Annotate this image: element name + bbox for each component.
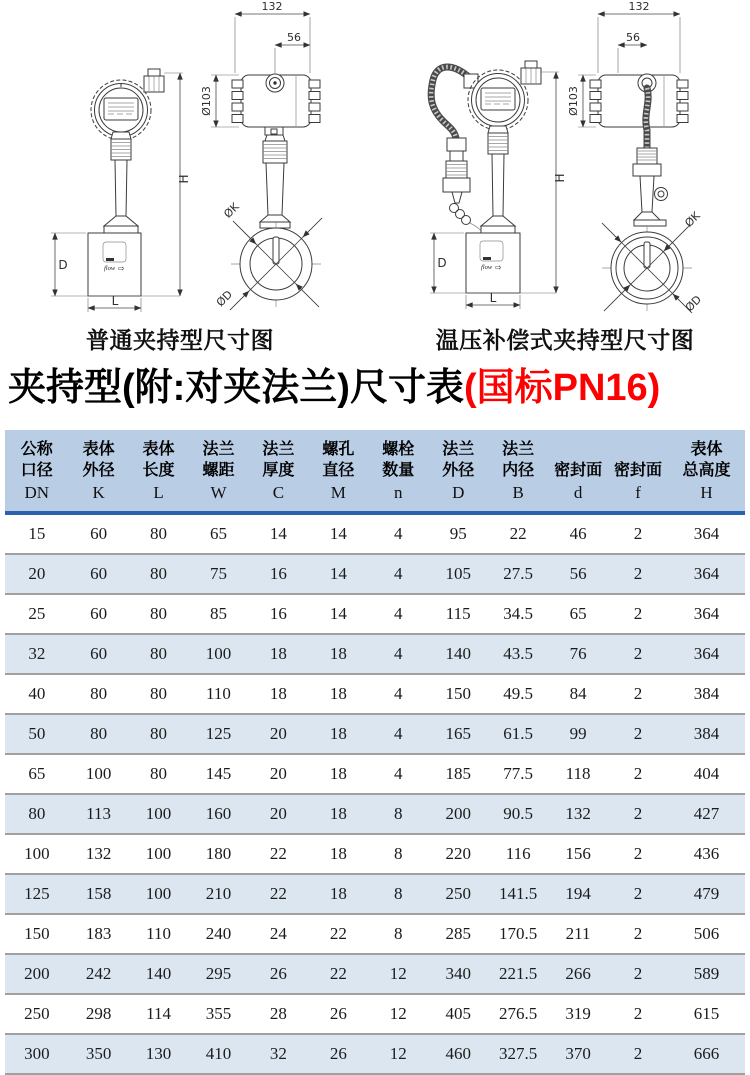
- dim-cell: 80: [129, 714, 189, 754]
- dim-d-label: D: [58, 258, 68, 272]
- dimension-drawings: [0, 0, 750, 356]
- dim-cell: 180: [189, 834, 249, 874]
- dim-cell: 145: [189, 754, 249, 794]
- dim-cell: 250: [5, 994, 69, 1034]
- dim-cell: 65: [5, 754, 69, 794]
- dim-cell: 18: [248, 674, 308, 714]
- dim-cell: 194: [548, 874, 608, 914]
- table-row: [5, 794, 745, 834]
- dim-cell: 4: [368, 674, 428, 714]
- table-row: [5, 594, 745, 634]
- dim-cell: 22: [248, 834, 308, 874]
- dim-cell: 666: [668, 1034, 745, 1074]
- table-row: [5, 634, 745, 674]
- dim-cell: 8: [368, 914, 428, 954]
- section-title: [8, 362, 750, 414]
- dim-cell: 436: [668, 834, 745, 874]
- dim-cell: 427: [668, 794, 745, 834]
- dim-cell: 370: [548, 1034, 608, 1074]
- dim-dd-label: ØD: [213, 287, 236, 310]
- dim-cell: 116: [488, 834, 548, 874]
- dim-cell: 77.5: [488, 754, 548, 794]
- front-view: [430, 61, 567, 309]
- dim-cell: 100: [129, 874, 189, 914]
- dim-cell: 80: [129, 513, 189, 554]
- dim-cell: 99: [548, 714, 608, 754]
- dim-cell: 506: [668, 914, 745, 954]
- col-header-f: 密封面 f: [608, 430, 668, 513]
- dim-cell: 170.5: [488, 914, 548, 954]
- dim-cell: 26: [308, 994, 368, 1034]
- dim-cell: 364: [668, 513, 745, 554]
- dim-cell: 22: [248, 874, 308, 914]
- dim-cell: 61.5: [488, 714, 548, 754]
- dim-cell: 14: [308, 594, 368, 634]
- col-header-d: 密封面 d: [548, 430, 608, 513]
- dim-cell: 4: [368, 554, 428, 594]
- dim-cell: 132: [69, 834, 129, 874]
- col-header-n: 螺栓 数量 n: [368, 430, 428, 513]
- table-row: [5, 994, 745, 1034]
- dim-cell: 18: [248, 634, 308, 674]
- dim-d-label: D: [437, 256, 447, 270]
- dim-cell: 340: [428, 954, 488, 994]
- dim-cell: 80: [69, 714, 129, 754]
- dim-dk-label: ØK: [682, 209, 703, 230]
- table-row: [5, 754, 745, 794]
- dim-cell: 18: [308, 874, 368, 914]
- dim-cell: 80: [129, 634, 189, 674]
- dim-cell: 95: [428, 513, 488, 554]
- dim-cell: 20: [5, 554, 69, 594]
- flow-mark: [106, 258, 114, 261]
- dim-cell: 84: [548, 674, 608, 714]
- flow-mark: [483, 257, 491, 260]
- dim-cell: 100: [5, 834, 69, 874]
- dim-cell: 185: [428, 754, 488, 794]
- dim-cell: 18: [308, 794, 368, 834]
- dim-cell: 156: [548, 834, 608, 874]
- dim-cell: 384: [668, 674, 745, 714]
- dim-dk-label: ØK: [221, 200, 242, 221]
- dim-cell: 364: [668, 594, 745, 634]
- dim-cell: 479: [668, 874, 745, 914]
- dim-cell: 12: [368, 954, 428, 994]
- dim-cell: 28: [248, 994, 308, 1034]
- dim-cell: 158: [69, 874, 129, 914]
- dim-cell: 20: [248, 754, 308, 794]
- side-view: [567, 0, 704, 314]
- dim-cell: 18: [308, 634, 368, 674]
- dim-cell: 40: [5, 674, 69, 714]
- dim-cell: 100: [189, 634, 249, 674]
- dim-cell: 295: [189, 954, 249, 994]
- dim-cell: 242: [69, 954, 129, 994]
- dim-cell: 22: [488, 513, 548, 554]
- dim-cell: 80: [5, 794, 69, 834]
- dim-cell: 18: [308, 674, 368, 714]
- col-header-C: 法兰 厚度 C: [248, 430, 308, 513]
- dim-cell: 14: [308, 513, 368, 554]
- ordinary-clamp-drawing: [28, 0, 390, 322]
- table-row: [5, 554, 745, 594]
- dim-cell: 18: [308, 754, 368, 794]
- dim-cell: 65: [189, 513, 249, 554]
- temperature-sensor: [443, 138, 483, 233]
- dim-cell: 12: [368, 1034, 428, 1074]
- dim-cell: 2: [608, 594, 668, 634]
- left-drawing-caption: 普通夹持型尺寸图: [86, 327, 274, 353]
- dim-cell: 80: [129, 554, 189, 594]
- dim-cell: 240: [189, 914, 249, 954]
- dim-cell: 105: [428, 554, 488, 594]
- table-head: [5, 430, 745, 513]
- dim-cell: 60: [69, 634, 129, 674]
- dim-cell: 2: [608, 1034, 668, 1074]
- dim-cell: 27.5: [488, 554, 548, 594]
- col-header-D: 法兰 外径 D: [428, 430, 488, 513]
- dim-cell: 56: [548, 554, 608, 594]
- dim-cell: 4: [368, 634, 428, 674]
- dim-cell: 160: [189, 794, 249, 834]
- dim-cell: 2: [608, 954, 668, 994]
- dim-cell: 200: [5, 954, 69, 994]
- dim-cell: 20: [248, 794, 308, 834]
- dim-cell: 8: [368, 794, 428, 834]
- dim-cell: 355: [189, 994, 249, 1034]
- dim-cell: 20: [248, 714, 308, 754]
- dim-cell: 8: [368, 834, 428, 874]
- dim-cell: 100: [129, 834, 189, 874]
- dim-cell: 118: [548, 754, 608, 794]
- meter-body: [466, 233, 520, 293]
- dim-cell: 110: [189, 674, 249, 714]
- dim-56-label: 56: [287, 31, 301, 44]
- dim-cell: 4: [368, 714, 428, 754]
- dim-cell: 76: [548, 634, 608, 674]
- table-body: [5, 513, 745, 1074]
- dim-cell: 100: [129, 794, 189, 834]
- dim-cell: 14: [248, 513, 308, 554]
- dim-cell: 165: [428, 714, 488, 754]
- dim-132-label: 132: [628, 0, 650, 13]
- dim-cell: 2: [608, 714, 668, 754]
- side-view: [200, 0, 322, 310]
- dim-cell: 266: [548, 954, 608, 994]
- dimension-table: [5, 430, 745, 1075]
- dim-cell: 60: [69, 554, 129, 594]
- dim-cell: 130: [129, 1034, 189, 1074]
- dim-cell: 141.5: [488, 874, 548, 914]
- dim-cell: 22: [308, 954, 368, 994]
- dim-cell: 43.5: [488, 634, 548, 674]
- dim-cell: 110: [129, 914, 189, 954]
- dim-cell: 85: [189, 594, 249, 634]
- dim-cell: 2: [608, 674, 668, 714]
- dim-cell: 18: [308, 714, 368, 754]
- dim-cell: 220: [428, 834, 488, 874]
- dim-cell: 364: [668, 554, 745, 594]
- dim-cell: 200: [428, 794, 488, 834]
- col-header-K: 表体 外径 K: [69, 430, 129, 513]
- dim-cell: 140: [428, 634, 488, 674]
- dim-cell: 80: [69, 674, 129, 714]
- dim-l-label: L: [111, 294, 119, 308]
- table-row: [5, 513, 745, 554]
- dim-cell: 24: [248, 914, 308, 954]
- dim-cell: 276.5: [488, 994, 548, 1034]
- dim-cell: 34.5: [488, 594, 548, 634]
- dim-cell: 4: [368, 513, 428, 554]
- dim-l-label: L: [489, 291, 497, 305]
- col-header-B: 法兰 内径 B: [488, 430, 548, 513]
- dim-cell: 2: [608, 513, 668, 554]
- flow-label: flow: [104, 265, 116, 272]
- dim-cell: 404: [668, 754, 745, 794]
- dim-cell: 14: [308, 554, 368, 594]
- dim-cell: 319: [548, 994, 608, 1034]
- dim-cell: 140: [129, 954, 189, 994]
- dim-cell: 2: [608, 914, 668, 954]
- dim-cell: 2: [608, 754, 668, 794]
- dim-cell: 60: [69, 594, 129, 634]
- dim-cell: 8: [368, 874, 428, 914]
- dim-cell: 2: [608, 554, 668, 594]
- dim-cell: 2: [608, 834, 668, 874]
- table-row: [5, 1034, 745, 1074]
- dim-cell: 60: [69, 513, 129, 554]
- col-header-DN: 公称 口径 DN: [5, 430, 69, 513]
- dim-cell: 615: [668, 994, 745, 1034]
- dim-cell: 210: [189, 874, 249, 914]
- table-row: [5, 674, 745, 714]
- dim-cell: 26: [308, 1034, 368, 1074]
- col-header-W: 法兰 螺距 W: [189, 430, 249, 513]
- dim-cell: 300: [5, 1034, 69, 1074]
- dim-cell: 90.5: [488, 794, 548, 834]
- dim-cell: 16: [248, 594, 308, 634]
- temp-pressure-comp-drawing: [390, 0, 748, 322]
- dim-cell: 183: [69, 914, 129, 954]
- dim-cell: 65: [548, 594, 608, 634]
- dim-cell: 80: [129, 754, 189, 794]
- table-row: [5, 714, 745, 754]
- dim-cell: 100: [69, 754, 129, 794]
- table-row: [5, 834, 745, 874]
- eyelet-ring: [655, 188, 668, 201]
- dim-cell: 32: [5, 634, 69, 674]
- dim-cell: 125: [5, 874, 69, 914]
- table-row: [5, 954, 745, 994]
- dim-h-label: H: [553, 173, 567, 183]
- flow-arrow-icon: ⇨: [118, 264, 125, 273]
- dim-dd-label: ØD: [682, 292, 705, 315]
- dim-103-label: Ø103: [567, 86, 580, 116]
- dim-cell: 125: [189, 714, 249, 754]
- dim-56-label: 56: [626, 31, 640, 44]
- dim-cell: 132: [548, 794, 608, 834]
- dim-cell: 46: [548, 513, 608, 554]
- dim-cell: 49.5: [488, 674, 548, 714]
- dim-cell: 4: [368, 754, 428, 794]
- flow-label: flow: [481, 264, 493, 271]
- title-red-standard: (国标PN16): [463, 367, 661, 409]
- dim-cell: 22: [308, 914, 368, 954]
- flow-arrow-icon: ⇨: [495, 263, 502, 272]
- col-header-M: 螺孔 直径 M: [308, 430, 368, 513]
- dim-cell: 2: [608, 874, 668, 914]
- dim-cell: 115: [428, 594, 488, 634]
- dim-cell: 2: [608, 994, 668, 1034]
- col-header-H: 表体 总高度 H: [668, 430, 745, 513]
- table-row: [5, 874, 745, 914]
- dim-cell: 589: [668, 954, 745, 994]
- dim-cell: 350: [69, 1034, 129, 1074]
- dim-cell: 16: [248, 554, 308, 594]
- right-drawing-caption: 温压补偿式夹持型尺寸图: [435, 327, 695, 353]
- title-black: 夹持型(附:对夹法兰)尺寸表: [8, 367, 464, 409]
- dim-cell: 25: [5, 594, 69, 634]
- dim-cell: 2: [608, 634, 668, 674]
- dim-h-label: H: [177, 174, 191, 184]
- dim-cell: 364: [668, 634, 745, 674]
- front-view: [51, 69, 191, 312]
- dim-cell: 150: [5, 914, 69, 954]
- dim-cell: 18: [308, 834, 368, 874]
- dim-103-label: Ø103: [200, 86, 213, 116]
- dim-cell: 410: [189, 1034, 249, 1074]
- dim-cell: 298: [69, 994, 129, 1034]
- dim-cell: 113: [69, 794, 129, 834]
- dim-cell: 114: [129, 994, 189, 1034]
- dim-cell: 12: [368, 994, 428, 1034]
- dim-cell: 221.5: [488, 954, 548, 994]
- dim-cell: 460: [428, 1034, 488, 1074]
- dim-cell: 26: [248, 954, 308, 994]
- table-row: [5, 914, 745, 954]
- dim-cell: 150: [428, 674, 488, 714]
- dim-cell: 384: [668, 714, 745, 754]
- dim-cell: 4: [368, 594, 428, 634]
- dim-cell: 75: [189, 554, 249, 594]
- dim-cell: 211: [548, 914, 608, 954]
- dim-cell: 80: [129, 674, 189, 714]
- dim-cell: 250: [428, 874, 488, 914]
- dim-cell: 32: [248, 1034, 308, 1074]
- dim-cell: 2: [608, 794, 668, 834]
- col-header-L: 表体 长度 L: [129, 430, 189, 513]
- dim-132-label: 132: [261, 0, 283, 13]
- dim-cell: 405: [428, 994, 488, 1034]
- dim-cell: 15: [5, 513, 69, 554]
- dim-cell: 285: [428, 914, 488, 954]
- dim-cell: 327.5: [488, 1034, 548, 1074]
- dim-cell: 50: [5, 714, 69, 754]
- dim-cell: 80: [129, 594, 189, 634]
